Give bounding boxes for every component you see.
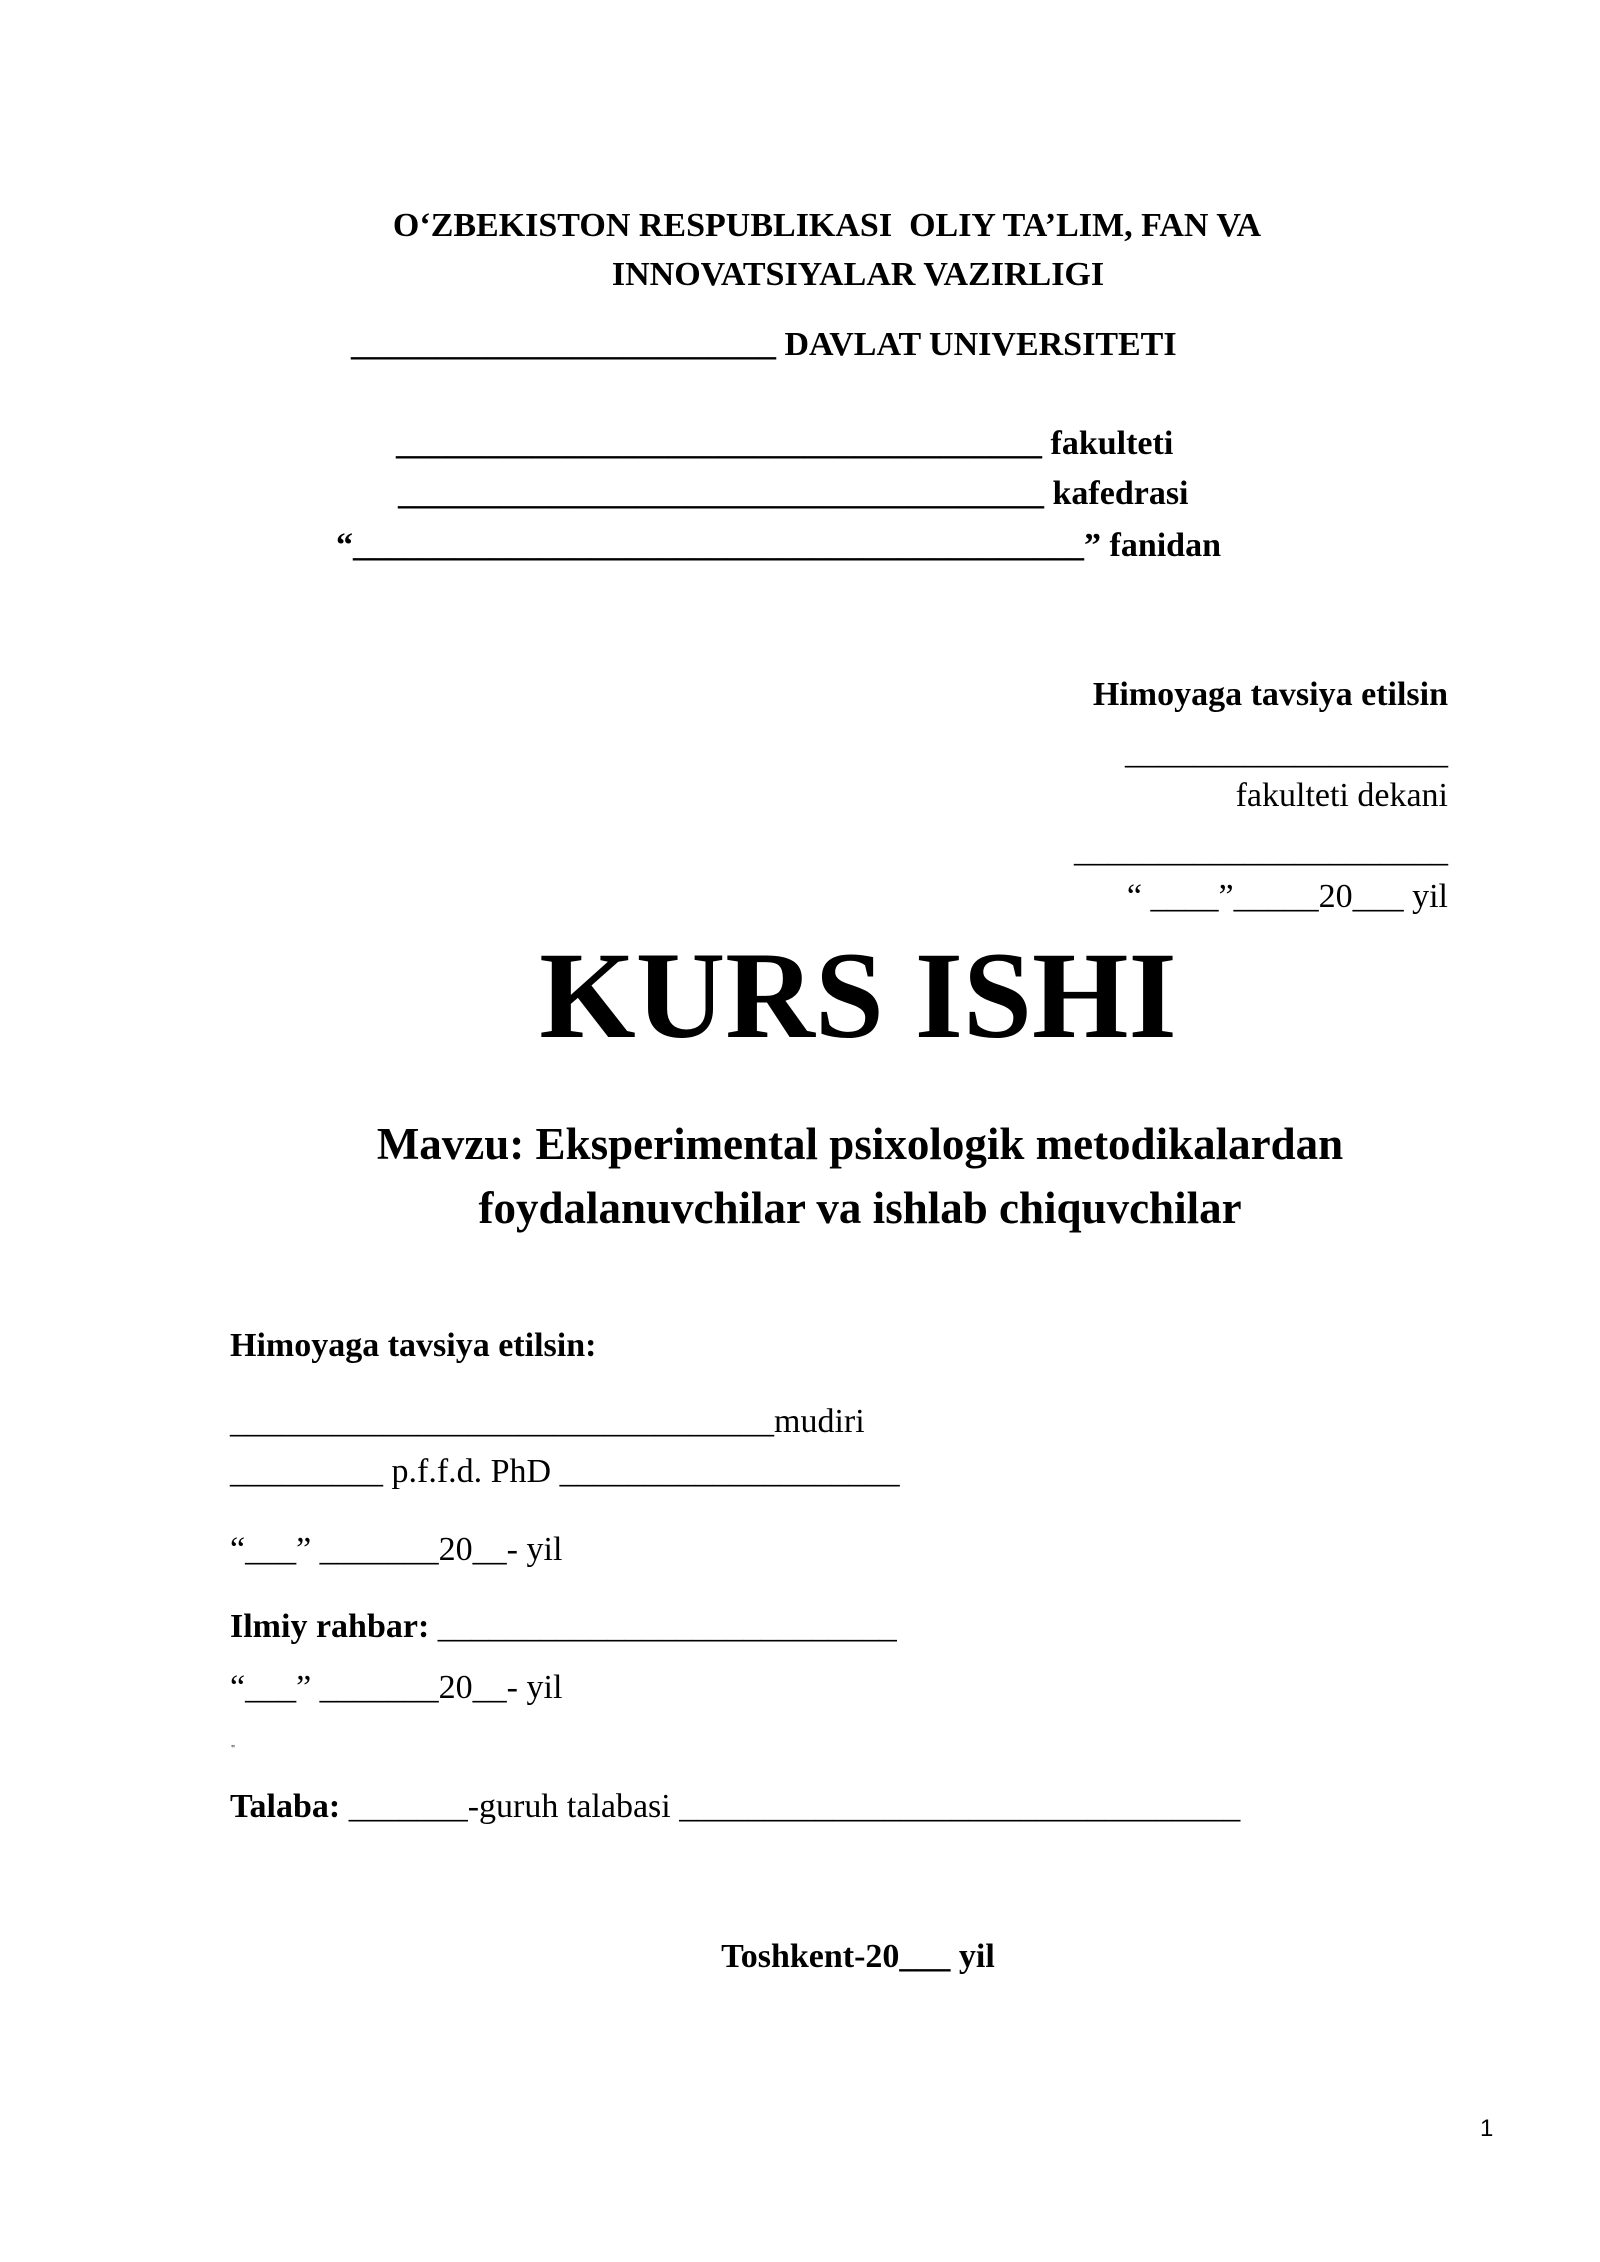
student-group-blank: _______-guruh talabasi _________________________________ <box>340 1788 1241 1825</box>
dean-role: fakulteti dekani <box>1235 777 1448 814</box>
dean-name-blank: ___________________ <box>1125 734 1448 771</box>
subject-line: “___________________________________________” fanidan <box>336 527 1221 564</box>
supervisor-line <box>230 1610 897 1644</box>
student-line <box>230 1790 1240 1824</box>
ministry-line-2: INNOVATSIYALAR VAZIRLIGI <box>611 256 1105 293</box>
degree-line: _________ p.f.f.d. PhD ____________________ <box>230 1453 900 1490</box>
faculty-line: ______________________________________ fakulteti <box>396 425 1174 462</box>
ministry-line-1: O‘ZBEKISTON RESPUBLIKASI OLIY TA’LIM, FAN VA <box>392 207 1262 244</box>
page-number: 1 <box>1480 2115 1494 2142</box>
approval-date-1: “___” _______20__- yil <box>230 1531 563 1568</box>
student-label: Talaba: <box>230 1788 341 1825</box>
document-title: KURS ISHI <box>539 927 1177 1064</box>
supervisor-label: Ilmiy rahbar: <box>230 1608 430 1645</box>
approval-recommend-label: Himoyaga tavsiya etilsin: <box>230 1327 597 1364</box>
university-name: _________________________ DAVLAT UNIVERSITETI <box>351 326 1177 363</box>
stray-mark: " <box>231 1744 236 1755</box>
dean-date: “ ____”_____20___ yil <box>1126 878 1448 915</box>
topic-line-2: foydalanuvchilar va ishlab chiquvchilar <box>478 1183 1242 1233</box>
department-line: ______________________________________ kafedrasi <box>398 475 1189 512</box>
supervisor-blank: ___________________________ <box>429 1608 897 1645</box>
head-of-department-line: ________________________________mudiri <box>230 1403 865 1440</box>
dean-recommend-label: Himoyaga tavsiya etilsin <box>1092 676 1448 713</box>
approval-date-2: “___” _______20__- yil <box>230 1669 563 1706</box>
city-year: Toshkent-20___ yil <box>721 1938 995 1975</box>
dean-signature-blank: ______________________ <box>1074 832 1448 869</box>
topic-line-1: Mavzu: Eksperimental psixologik metodikalardan <box>376 1119 1344 1169</box>
